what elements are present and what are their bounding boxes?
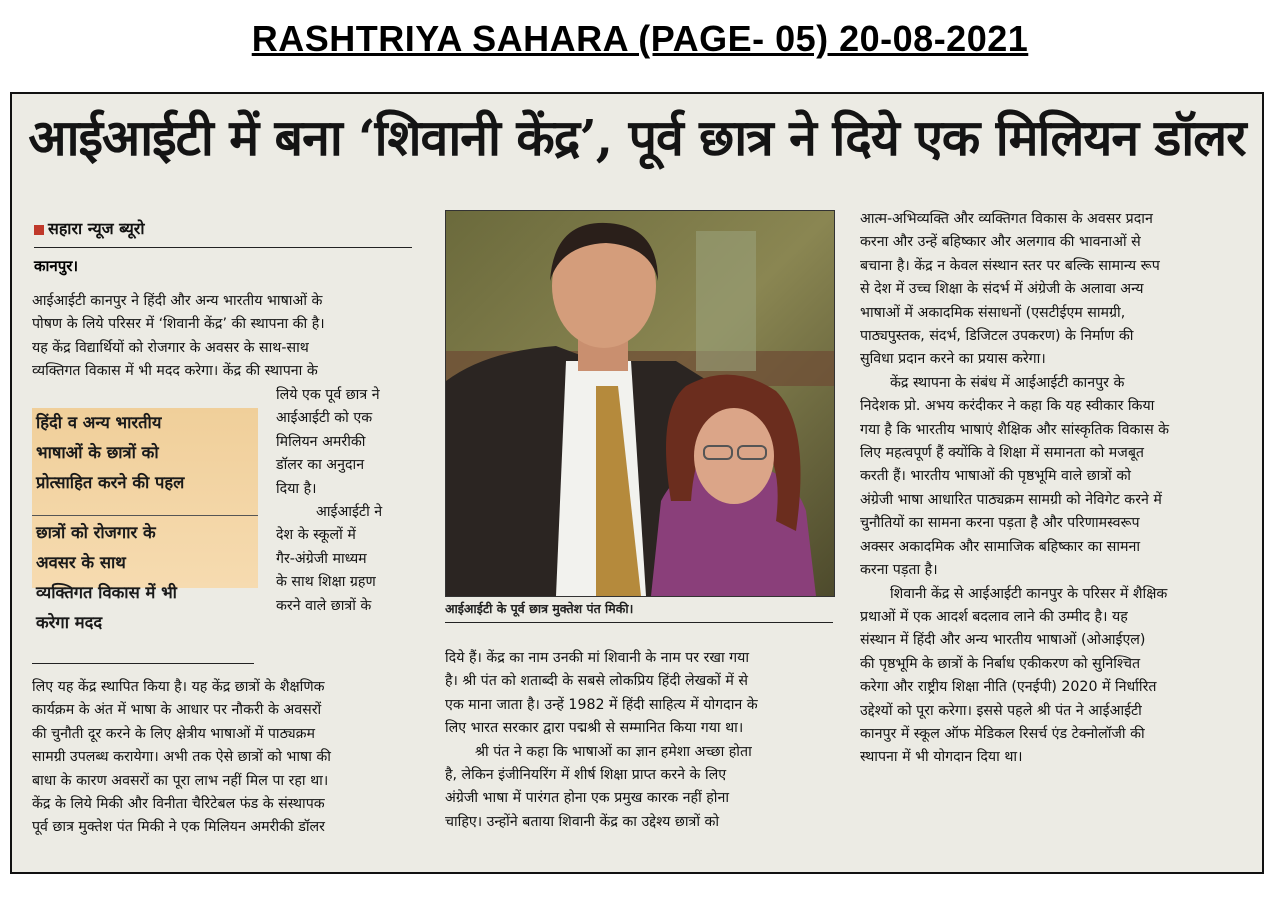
col3-line: करना और उन्हें बहिष्कार और अलगाव की भावनाओं से xyxy=(860,234,1141,251)
col3-line: संस्थान में हिंदी और अन्य भारतीय भाषाओं (ओआईएल) xyxy=(860,632,1146,649)
col1-line: लिए यह केंद्र स्थापित किया है। यह केंद्र छात्रों के शैक्षणिक xyxy=(32,679,325,695)
col3-line: स्थापना में भी योगदान दिया था। xyxy=(860,749,1023,766)
col3-line: करना पड़ता है। xyxy=(860,562,938,579)
col2-line: है, लेकिन इंजीनियरिंग में शीर्ष शिक्षा प्राप्त करने के लिए xyxy=(445,767,727,784)
col3-line: प्रथाओं में एक आदर्श बदलाव लाने की उम्मीद है। यह xyxy=(860,608,1128,625)
pull-quote-line: छात्रों को रोजगार के xyxy=(36,523,156,542)
col1-line: बाधा के कारण अवसरों का पूरा लाभ नहीं मिल पा रहा था। xyxy=(32,772,329,789)
col3-line: अंग्रेजी भाषा आधारित पाठ्यक्रम सामग्री को नेविगेट करने में xyxy=(860,491,1162,508)
col3-line: करती हैं। भारतीय भाषाओं की पृष्ठभूमि वाले छात्रों को xyxy=(860,468,1131,485)
col2-line: है। श्री पंत को शताब्दी के सबसे लोकप्रिय हिंदी लेखकों में से xyxy=(445,673,748,690)
page-header-title: RASHTRIYA SAHARA (PAGE- 05) 20-08-2021 xyxy=(251,18,1029,59)
col1-line: पूर्व छात्र मुक्तेश पंत मिकी ने एक मिलियन अमरीकी डॉलर xyxy=(32,819,325,836)
col3-line: बचाना है। केंद्र न केवल संस्थान स्तर पर बल्कि सामान्य रूप xyxy=(860,257,1160,274)
col3-line: करेगा और राष्ट्रीय शिक्षा नीति (एनईपी) 2020 में निर्धारित xyxy=(860,679,1157,696)
bureau-marker-icon xyxy=(34,225,44,235)
pull-quote-box-2 xyxy=(32,518,258,648)
article-headline: आईआईटी में बना ‘शिवानी केंद्र’, पूर्व छात्र ने दिये एक मिलियन डॉलर xyxy=(28,108,1246,167)
column-2 xyxy=(445,647,833,834)
col2-line: श्री पंत ने कहा कि भाषाओं का ज्ञान हमेशा अच्छा होता xyxy=(475,743,752,760)
dateline: कानपुर। xyxy=(34,257,79,275)
article-photo xyxy=(445,210,835,597)
bureau-label: सहारा न्यूज ब्यूरो xyxy=(48,219,145,238)
col1-narrow-line: दिया है। xyxy=(276,480,317,497)
col3-line: निदेशक प्रो. अभय करंदीकर ने कहा कि यह स्वीकार किया xyxy=(860,398,1155,415)
col1-narrow-line: देश के स्कूलों में xyxy=(276,527,356,544)
col3-line: पाठ्यपुस्तक, संदर्भ, डिजिटल उपकरण) के निर्माण की xyxy=(860,328,1134,345)
col1-narrow-line: गैर-अंग्रेजी माध्यम xyxy=(276,550,367,567)
col3-line: शिवानी केंद्र से आईआईटी कानपुर के परिसर में शैक्षिक xyxy=(890,585,1168,602)
col1-line: पोषण के लिये परिसर में ‘शिवानी केंद्र’ की स्थापना की है। xyxy=(32,316,325,333)
photo-illustration xyxy=(446,211,834,596)
col3-line: भाषाओं में अकादमिक संसाधनों (एसटीईएम सामग्री, xyxy=(860,304,1126,321)
pull-quote-line: करेगा मदद xyxy=(36,613,103,632)
bureau-rule xyxy=(34,247,412,248)
pull-quote-line: हिंदी व अन्य भारतीय xyxy=(36,413,162,432)
col1-narrow-line: के साथ शिक्षा ग्रहण xyxy=(276,574,376,591)
page-header xyxy=(0,18,1280,60)
col1-narrow-line: आईआईटी ने xyxy=(316,504,383,521)
col3-line: सुविधा प्रदान करने का प्रयास करेगा। xyxy=(860,351,1046,368)
col1-narrow-line: करने वाले छात्रों के xyxy=(276,597,372,614)
col1-line: आईआईटी कानपुर ने हिंदी और अन्य भारतीय भाषाओं के xyxy=(32,293,323,309)
pull-quote-line: प्रोत्साहित करने की पहल xyxy=(36,473,185,492)
col1-line: की चुनौती दूर करने के लिए क्षेत्रीय भाषाओं में पाठ्यक्रम xyxy=(32,725,315,742)
col2-line: एक माना जाता है। उन्हें 1982 में हिंदी साहित्य में योगदान के xyxy=(445,696,758,713)
col1-narrow-line: डॉलर का अनुदान xyxy=(276,457,365,474)
col1-line: केंद्र के लिये मिकी और विनीता चैरिटेबल फंड के संस्थापक xyxy=(32,796,325,813)
photo-caption: आईआईटी के पूर्व छात्र मुक्तेश पंत मिकी। xyxy=(445,601,634,616)
col3-line: की पृष्ठभूमि के छात्रों के निर्बाध एकीकरण को सुनिश्चित xyxy=(860,655,1141,672)
col3-line: लिए महत्वपूर्ण हैं क्योंकि वे शिक्षा में समानता को मजबूत xyxy=(860,445,1145,462)
column-1-bottom xyxy=(32,676,416,840)
pull-quote-bottom-rule xyxy=(32,663,254,664)
column-1-top xyxy=(32,290,416,384)
col1-line: यह केंद्र विद्यार्थियों को रोजगार के अवसर के साथ-साथ xyxy=(32,339,309,356)
col1-narrow-line: आईआईटी को एक xyxy=(276,410,373,427)
caption-rule xyxy=(445,622,833,623)
col1-narrow-line: लिये एक पूर्व छात्र ने xyxy=(276,387,380,403)
column-1-narrow xyxy=(276,384,416,618)
col1-narrow-line: मिलियन अमरीकी xyxy=(276,433,366,450)
newspaper-clipping xyxy=(10,92,1264,874)
col3-line: कानपुर में स्कूल ऑफ मेडिकल रिसर्च एंड टेक्नोलॉजी की xyxy=(860,725,1145,742)
col3-line: केंद्र स्थापना के संबंध में आईआईटी कानपुर के xyxy=(890,374,1125,391)
col3-line: अक्सर अकादमिक और सामाजिक बहिष्कार का सामना xyxy=(860,538,1141,555)
pull-quote-line: भाषाओं के छात्रों को xyxy=(36,443,159,462)
col3-line: उद्देश्यों को पूरा करेगा। इससे पहले श्री पंत ने आईआईटी xyxy=(860,702,1142,719)
col2-line: अंग्रेजी भाषा में पारंगत होना एक प्रमुख कारक नहीं होना xyxy=(445,790,730,807)
pull-quote-line: व्यक्तिगत विकास में भी xyxy=(36,583,177,602)
pull-quote-line: अवसर के साथ xyxy=(36,553,126,572)
column-3 xyxy=(860,208,1244,770)
col2-line: चाहिए। उन्होंने बताया शिवानी केंद्र का उद्देश्य छात्रों को xyxy=(445,813,720,830)
col3-line: आत्म-अभिव्यक्ति और व्यक्तिगत विकास के अवसर प्रदान xyxy=(860,211,1153,227)
col3-line: चुनौतियों का सामना करना पड़ता है और परिणामस्वरूप xyxy=(860,515,1140,532)
col1-line: सामग्री उपलब्ध करायेगा। अभी तक ऐसे छात्रों को भाषा की xyxy=(32,749,331,766)
pull-quote-divider xyxy=(32,515,258,516)
col2-line: दिये हैं। केंद्र का नाम उनकी मां शिवानी के नाम पर रखा गया xyxy=(445,650,750,666)
news-bureau xyxy=(34,217,145,239)
col3-line: गया है कि भारतीय भाषाएं शैक्षिक और सांस्कृतिक विकास के xyxy=(860,421,1170,438)
col1-line: व्यक्तिगत विकास में भी मदद करेगा। केंद्र की स्थापना के xyxy=(32,363,318,380)
col1-line: कार्यक्रम के अंत में भाषा के आधार पर नौकरी के अवसरों xyxy=(32,702,322,719)
col2-line: लिए भारत सरकार द्वारा पद्मश्री से सम्मानित किया गया था। xyxy=(445,720,744,737)
col3-line: से देश में उच्च शिक्षा के संदर्भ में अंग्रेजी के अलावा अन्य xyxy=(860,281,1144,298)
